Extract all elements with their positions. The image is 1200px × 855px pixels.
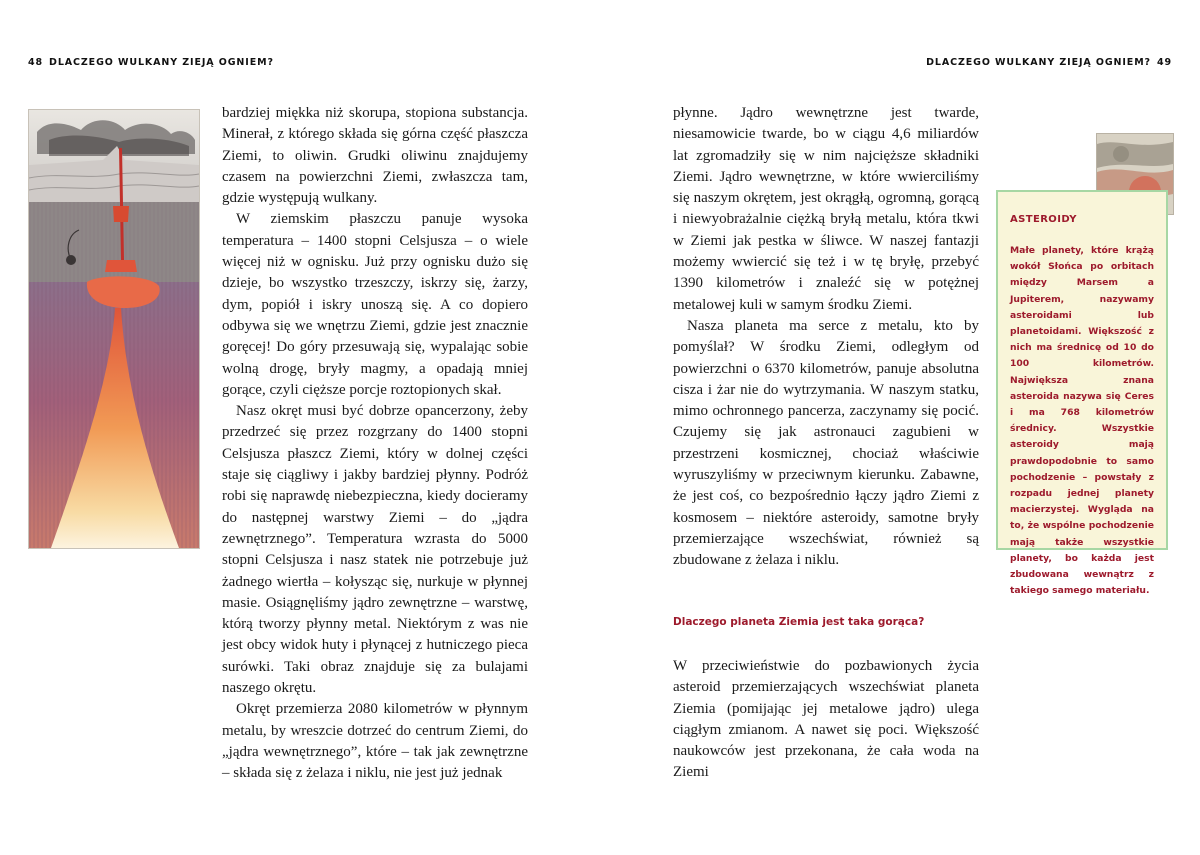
section-subheading: Dlaczego planeta Ziemia jest taka gorąca? xyxy=(673,616,925,628)
running-title-left: DLACZEGO WULKANY ZIEJĄ OGNIEM? xyxy=(49,57,274,68)
page-number-left: 48 xyxy=(28,57,44,68)
running-head-left xyxy=(28,57,274,68)
section-text-column xyxy=(673,656,979,784)
sidebar-title: ASTEROIDY xyxy=(1010,214,1077,225)
sidebar-text: Małe planety, które krążą wokół Słońca po orbitach między Marsem a Jupiterem, nazywamy asteroidami lub planetoidami. Większość z nich ma średnicę od 10 do 100 kilometrów. Największa znana asteroida nazywa się Ceres i ma 768 kilometrów średnicy. Wszystkie asteroidy mają prawdopodobnie to samo pochodzenie – powstały z rozpadu jednej planety macierzystej. Wygląda na to, że wspólne pochodzenie mają także wszystkie planety, bo każda jest zbudowana wewnątrz z takiego samego materiału. xyxy=(1010,245,1154,597)
right-text-column xyxy=(673,103,979,572)
left-text-column xyxy=(222,103,528,785)
running-title-right: DLACZEGO WULKANY ZIEJĄ OGNIEM? xyxy=(926,57,1151,68)
page-number-right: 49 xyxy=(1156,57,1172,68)
right-paragraph-1: płynne. Jądro wewnętrzne jest twarde, niesamowicie twarde, bo w ciągu 4,6 miliardów lat zgromadziły się w nim najcięższe składniki Ziemi. Jądro wewnętrzne, w które wwierciliśmy się naszym okrętem, jest okrągłą, ogromną, gorącą i niewyobrażalnie ciężką bryłą metalu, która tkwi w Ziemi jak pestka w śliwce. W naszej fantazji możemy wwiercić się też i w tę bryłę, przebyć 1390 kilometrów i znaleźć się w potężnej metalowej kuli w samym środku Ziemi. xyxy=(673,105,979,313)
volcano-cross-section-illustration xyxy=(28,109,200,549)
asteroids-sidebar xyxy=(996,190,1168,597)
right-paragraph-2: Nasza planeta ma serce z metalu, kto by pomyślał? W środku Ziemi, odległym od powierzchni o 6370 kilometrów, panuje absolutna cisza i żar nie do wytrzymania. W naszym statku, mimo ochronnego pancerza, zaczynamy się pocić. Czujemy się jak astronauci zagubieni w przestrzeni kosmicznej, chociaż właściwie wyruszyliśmy w przeciwnym kierunku. Zabawne, że jest coś, co bezpośrednio łączy jądro Ziemi z kosmosem – niektóre asteroidy, samotne bryły przemierzające wszechświat, również są zbudowane z żelaza i niklu. xyxy=(673,317,979,569)
left-paragraph-4: Okręt przemierza 2080 kilometrów w płynnym metalu, by wreszcie dotrzeć do centrum Ziemi, do „jądra wewnętrznego”, które – tak jak zewnętrzne – składa się z żelaza i niklu, nie jest już jednak xyxy=(222,701,528,782)
left-paragraph-3: Nasz okręt musi być dobrze opancerzony, żeby przedrzeć się przez rozgrzany do 1400 stopni Celsjusza płaszcz Ziemi, który w dolnej części staje się ciągliwy i jakby bardziej płynny. Podróż robi się naprawdę niebezpieczna, kiedy docieramy do następnej warstwy Ziemi – do „jądra zewnętrznego”. Temperatura wzrasta do 5000 stopni Celsjusza i nasz statek nie potrzebuje już żadnego wiertła – kołysząc się, nurkuje w płynnej masie. Osiągnęliśmy jądro zewnętrzne – warstwę, którą tworzy płynny metal. Niektórym z was nie jest obcy widok huty i płynącej z hutniczego pieca surówki. Taki obraz znajduje się za bulajami naszego okrętu. xyxy=(222,403,528,697)
left-paragraph-2: W ziemskim płaszczu panuje wysoka temperatura – 1400 stopni Celsjusza – o wiele więcej niż w ognisku. Już przy ognisku dużo się dzieje, bo wszystko trzeszczy, iskrzy się, żarzy, dym, popiół i iskry unoszą się. A co dopiero odbywa się we wnętrzu Ziemi, gdzie jest znacznie goręcej! Do góry przesuwają się, wypalając sobie wolną drogę, bryły magmy, a opadają mniej gorące, czyli cięższe porcje roztopionych skał. xyxy=(222,211,528,398)
left-paragraph-1: bardziej miękka niż skorupa, stopiona substancja. Minerał, z którego składa się górna część płaszcza Ziemi, to oliwin. Grudki oliwinu znajdujemy czasem na powierzchni Ziemi, zwłaszcza tam, gdzie występują wulkany. xyxy=(222,105,528,207)
running-head-right xyxy=(926,57,1172,68)
section-paragraph: W przeciwieństwie do pozbawionych życia asteroid przemierzających wszechświat planeta Ziemia (pomijając jej metalowe jądro) ulega ciągłym zmianom. A nawet się poci. Większość naukowców jest przekonana, że cała woda na Ziemi xyxy=(673,658,979,781)
